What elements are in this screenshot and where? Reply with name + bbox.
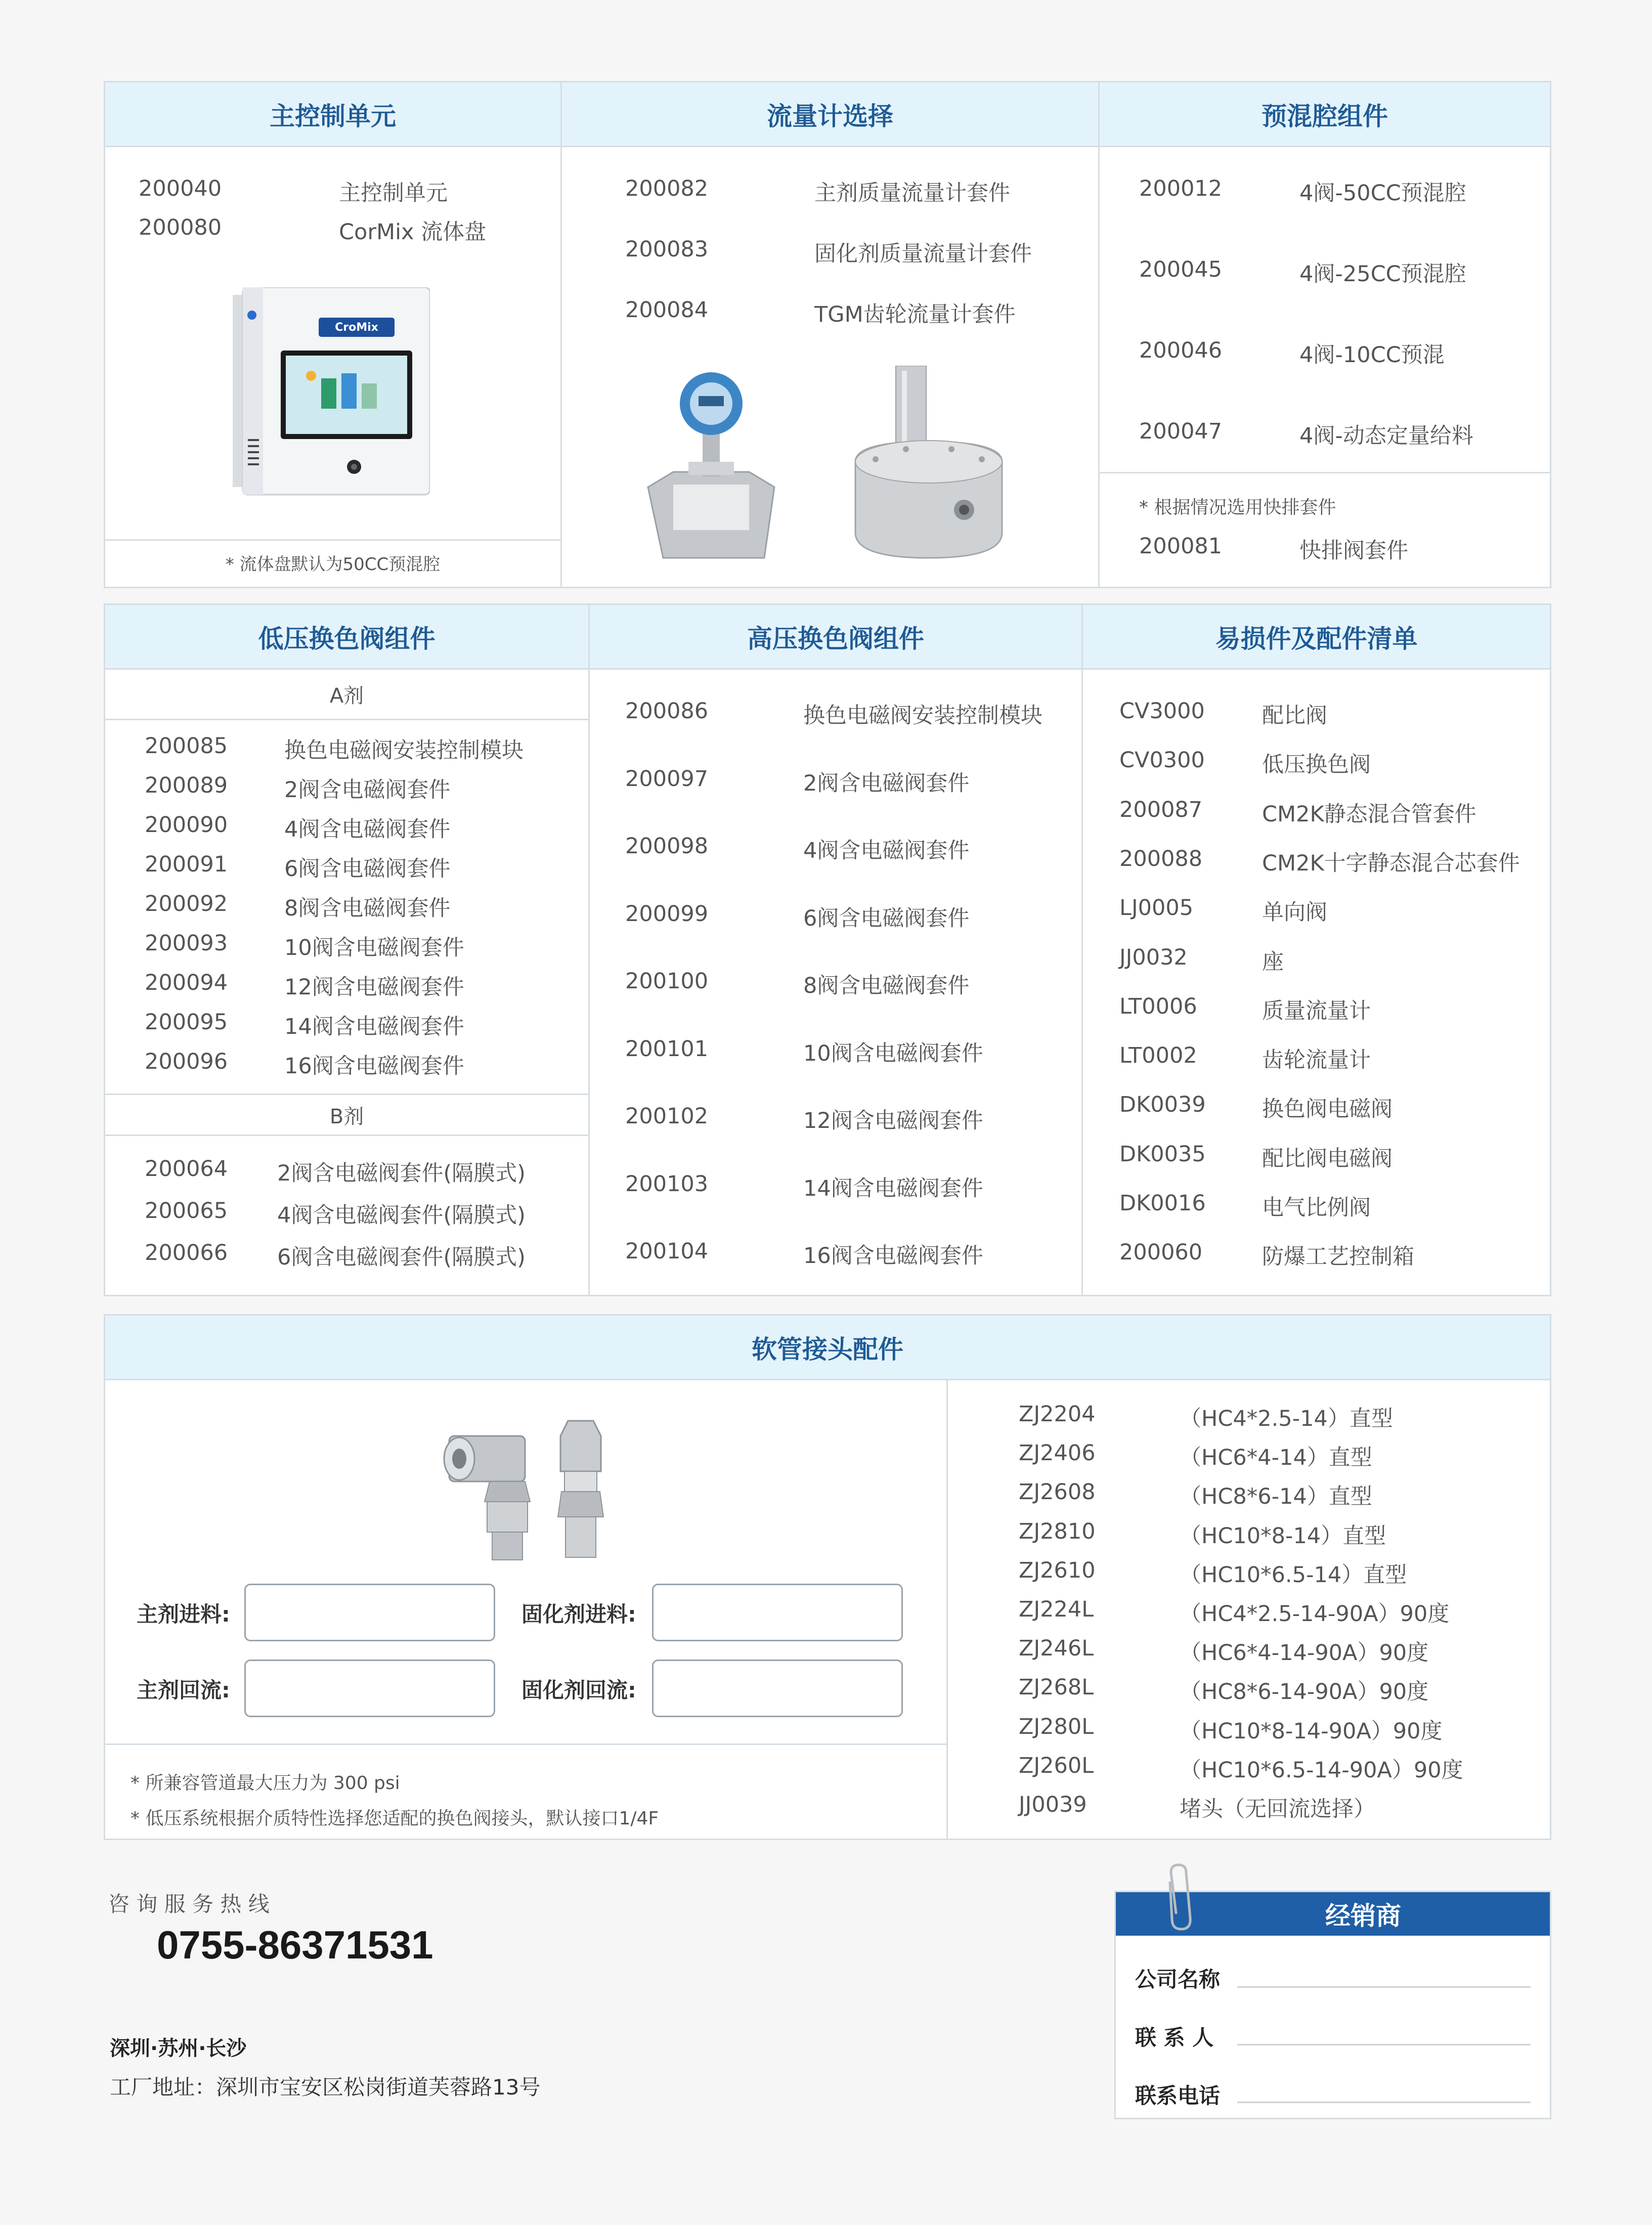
cure-in-input[interactable] <box>652 1584 903 1641</box>
list-item <box>145 733 524 764</box>
item-name: 换色电磁阀安装控制模块 <box>284 738 524 763</box>
pressure-note: * 所兼容管道最大压力为 300 psi <box>131 1773 400 1794</box>
hose-list-column <box>946 1380 1550 1839</box>
list-item <box>625 1036 983 1067</box>
item-name: （HC10*8-14-90A）90度 <box>1180 1718 1443 1744</box>
list-item <box>1019 1441 1372 1471</box>
list-item <box>625 1104 983 1135</box>
office-cities: 深圳·苏州·长沙 <box>110 2037 247 2060</box>
interface-note: * 低压系统根据介质特性选择您适配的换色阀接头，默认接口1/4F <box>131 1808 659 1829</box>
mass-flowmeter-image <box>643 371 779 573</box>
list-item <box>1119 1191 1371 1221</box>
list-item <box>1019 1402 1393 1432</box>
item-name: 堵头（无回流选择） <box>1180 1797 1375 1822</box>
list-item <box>145 812 450 843</box>
list-item <box>145 1198 526 1229</box>
main-in-label: 主剂进料: <box>137 1602 230 1627</box>
list-item <box>1119 1092 1393 1123</box>
list-item <box>145 1049 464 1080</box>
item-name: 换色电磁阀安装控制模块 <box>803 703 1042 728</box>
main-control-column <box>105 82 560 587</box>
list-item: 200080 CorMix 流体盘 <box>139 215 487 245</box>
high-pressure-column <box>588 605 1081 1295</box>
item-code: 200060 <box>1119 1240 1203 1266</box>
item-name: 质量流量计 <box>1262 998 1371 1024</box>
item-code: 200065 <box>145 1198 228 1224</box>
item-code: 200097 <box>625 766 709 792</box>
high-pressure-title: 高压换色阀组件 <box>590 605 1081 670</box>
item-code: ZJ246L <box>1019 1636 1094 1662</box>
item-name: 防爆工艺控制箱 <box>1262 1244 1414 1270</box>
premix-column <box>1098 82 1550 587</box>
item-code: 200098 <box>625 834 709 859</box>
item-name: 低压换色阀 <box>1262 752 1371 778</box>
item-code: 200064 <box>145 1156 228 1182</box>
item-name: 配比阀电磁阀 <box>1262 1146 1393 1171</box>
item-name: 14阀含电磁阀套件 <box>284 1014 464 1039</box>
item-name: 8阀含电磁阀套件 <box>803 973 970 998</box>
cure-back-input[interactable] <box>652 1660 903 1717</box>
list-item <box>1019 1636 1428 1667</box>
low-pressure-title: 低压换色阀组件 <box>105 605 588 670</box>
list-item <box>625 766 969 797</box>
list-item <box>625 1239 983 1270</box>
item-code: ZJ280L <box>1019 1714 1094 1739</box>
item-name: （HC10*6.5-14-90A）90度 <box>1180 1757 1463 1783</box>
item-code: 200100 <box>625 969 709 994</box>
item-code: 200092 <box>145 891 228 917</box>
dealer-title: 经销商 <box>1325 1901 1401 1931</box>
item-name: 4阀含电磁阀套件 <box>284 817 451 842</box>
item-name: CM2K十字静态混合芯套件 <box>1262 850 1520 876</box>
main-back-label: 主剂回流: <box>137 1678 230 1703</box>
list-item <box>1119 994 1371 1025</box>
list-item <box>1019 1597 1449 1628</box>
hose-fittings-title: 软管接头配件 <box>105 1316 1550 1380</box>
item-code: LT0006 <box>1119 993 1197 1019</box>
list-item <box>1019 1792 1375 1823</box>
item-name: 16阀含电磁阀套件 <box>284 1054 464 1079</box>
contact-line[interactable] <box>1237 2044 1531 2045</box>
contact-label: 联 系 人 <box>1135 2025 1214 2050</box>
main-control-title: 主控制单元 <box>105 82 560 147</box>
hose-form-column <box>105 1380 946 1839</box>
spares-column <box>1081 605 1550 1295</box>
gear-flowmeter-image <box>845 366 1012 568</box>
item-name: 6阀含电磁阀套件 <box>803 905 970 931</box>
item-name: 换色阀电磁阀 <box>1262 1097 1393 1122</box>
item-code: 200099 <box>625 901 709 927</box>
cure-in-label: 固化剂进料: <box>521 1602 636 1627</box>
item-code: LJ0005 <box>1119 895 1194 921</box>
control-unit-image <box>233 287 430 500</box>
item-name: （HC8*6-14）直型 <box>1180 1484 1372 1510</box>
item-name: 6阀含电磁阀套件(隔膜式) <box>277 1245 526 1270</box>
item-code: CV0300 <box>1119 748 1205 773</box>
list-item <box>145 1156 526 1187</box>
item-name: （HC4*2.5-14-90A）90度 <box>1180 1601 1450 1627</box>
item-name: （HC10*6.5-14）直型 <box>1180 1562 1407 1588</box>
spares-title: 易损件及配件清单 <box>1083 605 1550 670</box>
item-code: ZJ2608 <box>1019 1479 1096 1505</box>
item-name: CM2K静态混合管套件 <box>1262 801 1476 827</box>
item-code: DK0035 <box>1119 1141 1206 1167</box>
item-name: 16阀含电磁阀套件 <box>803 1243 983 1269</box>
item-code: 200090 <box>145 812 228 838</box>
item-name: （HC8*6-14-90A）90度 <box>1180 1679 1429 1705</box>
item-name: （HC6*4-14）直型 <box>1180 1445 1372 1471</box>
list-item: 200081 快排阀套件 <box>1139 534 1408 563</box>
item-code: 200102 <box>625 1104 709 1129</box>
list-item: 200082 主剂质量流量计套件 <box>625 176 1010 206</box>
item-name: 2阀含电磁阀套件 <box>803 770 970 796</box>
list-item <box>1119 797 1476 828</box>
list-item <box>1119 1142 1393 1172</box>
item-code: JJ0039 <box>1019 1792 1087 1817</box>
item-code: ZJ2406 <box>1019 1441 1096 1466</box>
section-3-panel <box>104 1314 1551 1840</box>
item-name: 8阀含电磁阀套件 <box>284 896 451 921</box>
phone-line[interactable] <box>1237 2102 1531 2103</box>
list-item: 200084 TGM齿轮流量计套件 <box>625 297 1016 327</box>
item-code: 200085 <box>145 733 228 759</box>
list-item <box>145 773 450 804</box>
item-name: 4阀含电磁阀套件 <box>803 838 970 863</box>
item-name: 齿轮流量计 <box>1262 1048 1371 1073</box>
brand-logo-text: CroMix <box>335 321 378 334</box>
list-item <box>1019 1558 1407 1589</box>
item-name: 4阀含电磁阀套件(隔膜式) <box>277 1203 526 1228</box>
item-name: 12阀含电磁阀套件 <box>284 975 464 1000</box>
hotline-phone: 0755-86371531 <box>157 1923 433 1967</box>
list-item <box>1119 748 1371 778</box>
section-1-panel <box>104 81 1551 588</box>
main-in-input[interactable] <box>244 1584 495 1641</box>
item-code: 200095 <box>145 1010 228 1035</box>
item-code: LT0002 <box>1119 1043 1197 1069</box>
list-item: 200083 固化剂质量流量计套件 <box>625 237 1032 267</box>
flowmeter-column <box>560 82 1098 587</box>
item-name: 2阀含电磁阀套件 <box>284 777 451 803</box>
company-label: 公司名称 <box>1135 1967 1221 1992</box>
premix-title: 预混腔组件 <box>1100 82 1550 147</box>
item-name: 2阀含电磁阀套件(隔膜式) <box>277 1161 526 1186</box>
list-item <box>1019 1714 1443 1745</box>
item-code: 200103 <box>625 1171 709 1197</box>
main-back-input[interactable] <box>244 1660 495 1717</box>
item-code: 200086 <box>625 699 709 724</box>
b-agent-label: B剂 <box>105 1094 588 1136</box>
list-item <box>1019 1753 1463 1784</box>
item-name: 单向阀 <box>1262 900 1327 926</box>
flowmeter-title: 流量计选择 <box>562 82 1098 147</box>
a-agent-label: A剂 <box>105 670 588 720</box>
list-item <box>1019 1519 1386 1550</box>
item-code: 200093 <box>145 931 228 956</box>
item-code: 200089 <box>145 773 228 798</box>
low-pressure-column <box>105 605 588 1295</box>
list-item <box>145 1240 526 1271</box>
list-item <box>145 931 464 962</box>
item-name: （HC10*8-14）直型 <box>1180 1523 1386 1549</box>
item-name: 10阀含电磁阀套件 <box>803 1040 983 1066</box>
item-code: 200096 <box>145 1049 228 1074</box>
list-item: 200045 4阀-25CC预混腔 <box>1139 257 1466 287</box>
item-code: 200101 <box>625 1036 709 1062</box>
list-item <box>1119 1240 1414 1271</box>
item-code: ZJ2610 <box>1019 1557 1096 1583</box>
item-code: DK0039 <box>1119 1092 1206 1118</box>
item-name: （HC6*4-14-90A）90度 <box>1180 1640 1429 1666</box>
cure-back-label: 固化剂回流: <box>521 1678 636 1703</box>
factory-address: 工厂地址：深圳市宝安区松岗街道芙蓉路13号 <box>110 2075 541 2100</box>
list-item <box>625 1171 983 1202</box>
list-item <box>1119 895 1327 926</box>
item-code: 200094 <box>145 970 228 995</box>
fittings-image <box>429 1416 621 1567</box>
item-name: 6阀含电磁阀套件 <box>284 856 451 882</box>
item-code: CV3000 <box>1119 699 1205 724</box>
phone-label: 联系电话 <box>1135 2083 1221 2108</box>
item-code: 200066 <box>145 1240 228 1266</box>
list-item <box>145 891 450 922</box>
list-item: 200046 4阀-10CC预混 <box>1139 338 1445 368</box>
item-name: 座 <box>1262 949 1284 975</box>
list-item: 200012 4阀-50CC预混腔 <box>1139 176 1466 206</box>
hotline-label: 咨 询 服 务 热 线 <box>108 1892 270 1916</box>
list-item <box>625 834 969 864</box>
item-name: 配比阀 <box>1262 703 1327 728</box>
paper-clip-icon <box>1161 1862 1201 1933</box>
item-code: ZJ224L <box>1019 1597 1094 1622</box>
list-item <box>1119 699 1327 729</box>
item-code: 200091 <box>145 852 228 877</box>
item-code: ZJ2204 <box>1019 1402 1096 1427</box>
list-item <box>1019 1479 1372 1510</box>
company-line[interactable] <box>1237 1986 1531 1988</box>
item-code: 200088 <box>1119 846 1203 871</box>
list-item <box>1119 1043 1371 1074</box>
list-item <box>145 852 450 883</box>
list-item <box>1119 945 1284 976</box>
list-item: 200040 主控制单元 <box>139 176 448 206</box>
item-code: JJ0032 <box>1119 944 1188 970</box>
list-item <box>1019 1675 1428 1706</box>
main-control-note: * 流体盘默认为50CC预混腔 <box>225 554 441 575</box>
list-item <box>625 699 1042 729</box>
list-item <box>625 901 969 932</box>
premix-note: * 根据情况选用快排套件 <box>1139 497 1336 518</box>
item-code: 200087 <box>1119 797 1203 822</box>
item-code: ZJ2810 <box>1019 1518 1096 1544</box>
item-name: （HC4*2.5-14）直型 <box>1180 1406 1393 1431</box>
item-name: 电气比例阀 <box>1262 1195 1371 1220</box>
list-item <box>625 969 969 999</box>
item-name: 12阀含电磁阀套件 <box>803 1108 983 1133</box>
item-name: 10阀含电磁阀套件 <box>284 935 464 961</box>
section-2-panel <box>104 603 1551 1296</box>
list-item: 200047 4阀-动态定量给料 <box>1139 419 1473 449</box>
list-item <box>1119 846 1520 877</box>
list-item <box>145 970 464 1001</box>
item-code: DK0016 <box>1119 1191 1206 1216</box>
item-code: ZJ268L <box>1019 1675 1094 1700</box>
item-code: 200104 <box>625 1239 709 1264</box>
item-code: ZJ260L <box>1019 1753 1094 1778</box>
item-name: 14阀含电磁阀套件 <box>803 1175 983 1201</box>
list-item <box>145 1010 464 1040</box>
